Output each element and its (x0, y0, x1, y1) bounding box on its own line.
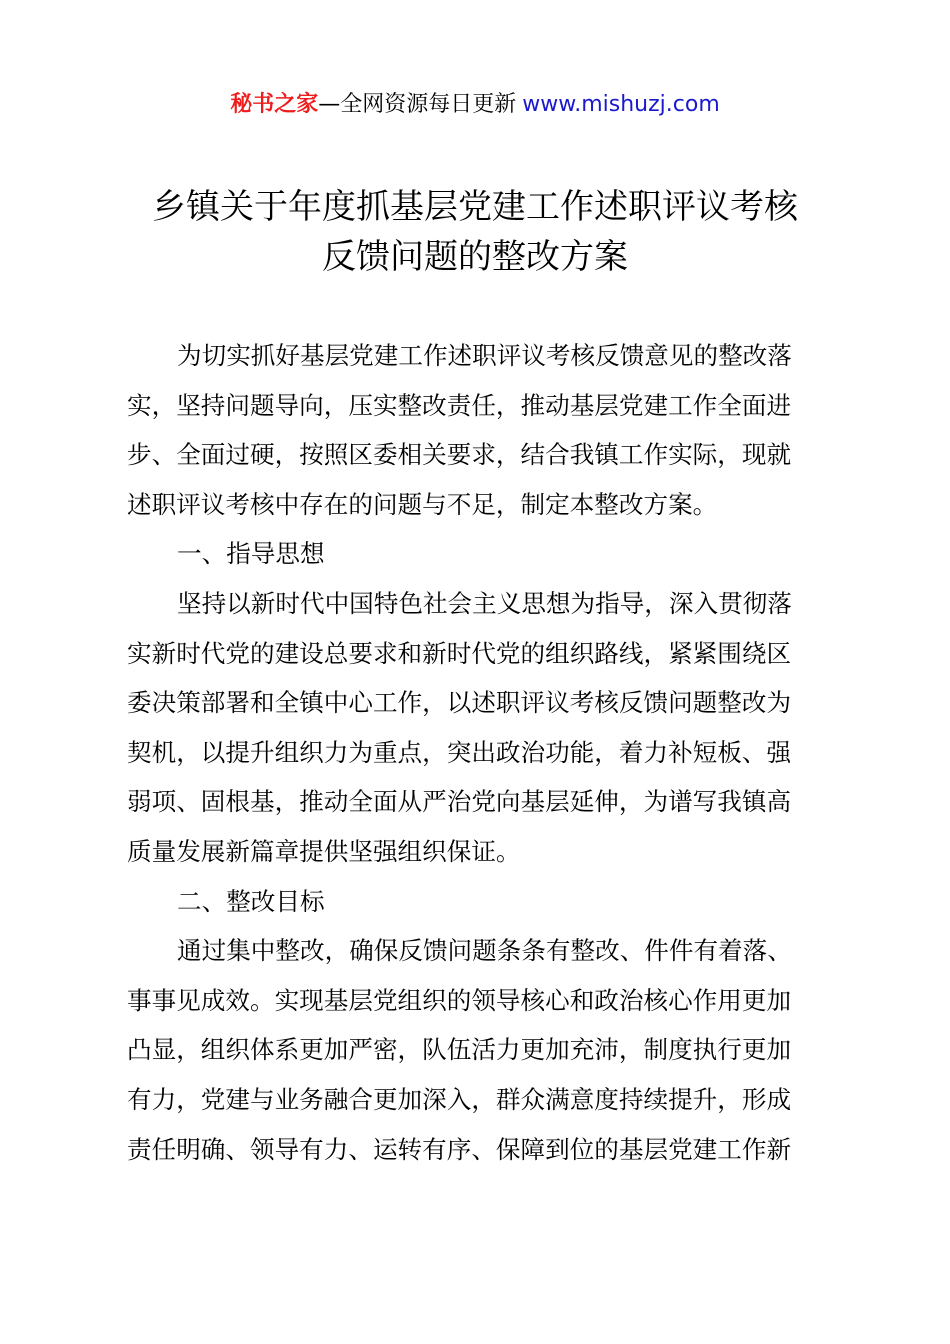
title-line: 乡镇关于年度抓基层党建工作述职评议考核 (152, 187, 798, 227)
banner-url-link[interactable]: www.mishuzj.com (522, 92, 720, 117)
title-line: 反馈问题的整改方案 (322, 237, 628, 277)
paragraph-guiding-line: 委决策部署和全镇中心工作，以述职评议考核反馈问题整改为 (127, 688, 792, 718)
paragraph-goals-line: 事事见成效。实现基层党组织的领导核心和政治核心作用更加 (127, 985, 792, 1015)
section-heading-goals: 二、整改目标 (177, 886, 325, 916)
site-banner (0, 88, 950, 122)
paragraph-guiding-line: 实新时代党的建设总要求和新时代党的组织路线，紧紧围绕区 (127, 638, 792, 668)
paragraph-guiding-line: 契机，以提升组织力为重点，突出政治功能，着力补短板、强 (127, 737, 792, 767)
section-heading-guiding-thought: 一、指导思想 (177, 539, 325, 569)
paragraph-goals-line: 凸显，组织体系更加严密，队伍活力更加充沛，制度执行更加 (127, 1035, 792, 1065)
banner-slogan: —全网资源每日更新 (318, 92, 517, 117)
paragraph-intro-line: 述职评议考核中存在的问题与不足，制定本整改方案。 (127, 489, 718, 519)
paragraph-goals-line: 有力，党建与业务融合更加深入，群众满意度持续提升，形成 (127, 1084, 792, 1114)
paragraph-goals-line: 责任明确、领导有力、运转有序、保障到位的基层党建工作新 (127, 1134, 792, 1164)
paragraph-intro-line: 为切实抓好基层党建工作述职评议考核反馈意见的整改落 (177, 341, 792, 370)
document-title (0, 182, 950, 282)
paragraph-guiding-line: 弱项、固根基，推动全面从严治党向基层延伸，为谱写我镇高 (127, 787, 792, 817)
banner-brand: 秘书之家 (230, 92, 319, 117)
paragraph-intro-line: 实，坚持问题导向，压实整改责任，推动基层党建工作全面进 (127, 390, 792, 420)
paragraph-guiding-line: 质量发展新篇章提供坚强组织保证。 (127, 836, 521, 866)
document-body (127, 331, 837, 1174)
paragraph-guiding-line: 坚持以新时代中国特色社会主义思想为指导，深入贯彻落 (177, 588, 792, 618)
paragraph-goals-line: 通过集中整改，确保反馈问题条条有整改、件件有着落、 (177, 936, 792, 966)
paragraph-intro-line: 步、全面过硬，按照区委相关要求，结合我镇工作实际，现就 (127, 440, 792, 470)
